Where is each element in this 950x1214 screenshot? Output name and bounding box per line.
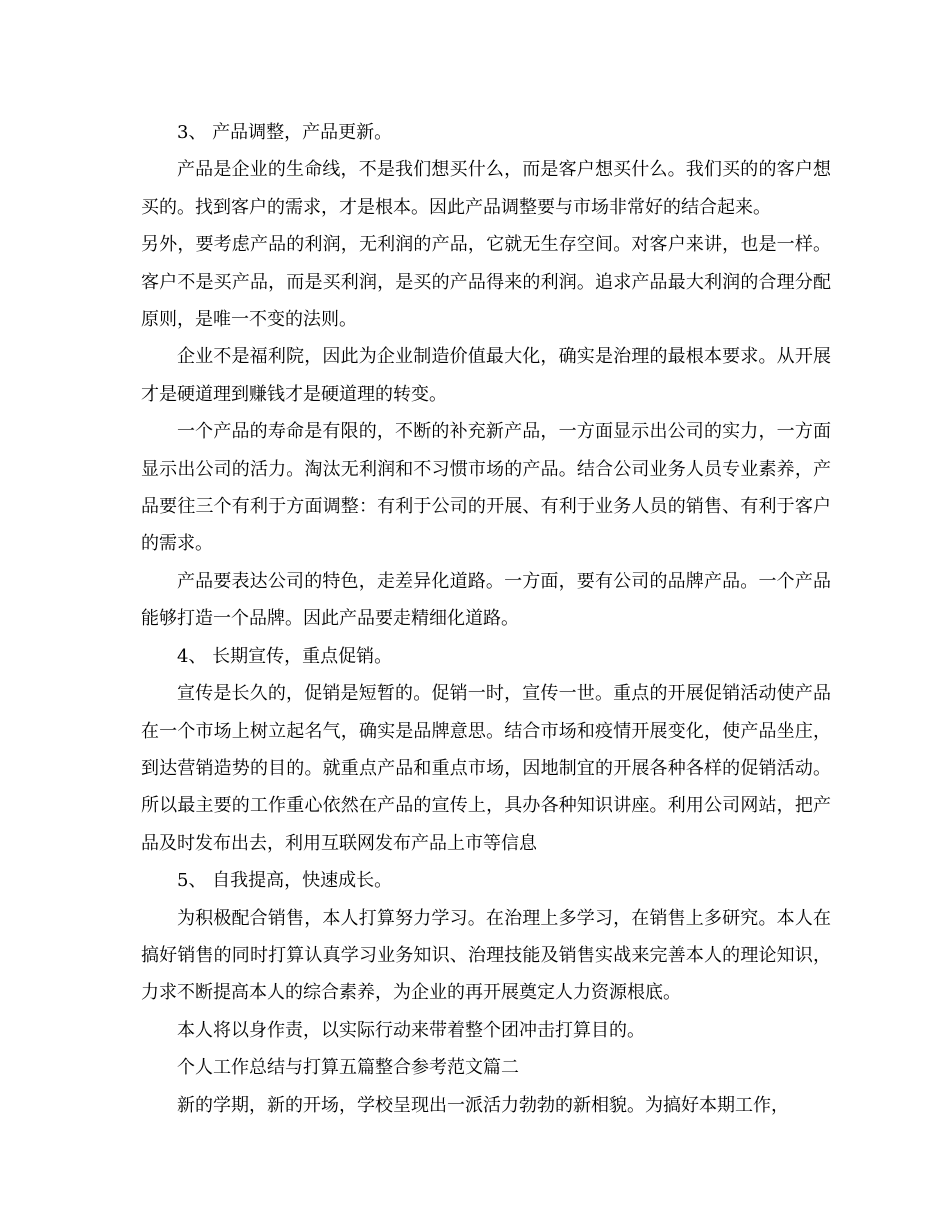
paragraph: 产品是企业的生命线，不是我们想买什么，而是客户想买什么。我们买的的客户想买的。找到客户的需求，才是根本。因此产品调整要与市场非常好的结合起来。: [141, 159, 831, 218]
paragraph: 为积极配合销售，本人打算努力学习。在治理上多学习，在销售上多研究。本人在搞好销售的同时打算认真学习业务知识、治理技能及销售实战来完善本人的理论知识，力求不断提高本人的综合素养，为企业的再开展奠定人力资源根底。: [141, 907, 831, 1004]
paragraph: 新的学期，新的开场，学校呈现出一派活力勃勃的新相貌。为搞好本期工作，: [177, 1094, 789, 1116]
document-body: [141, 114, 831, 1124]
paragraph: 宣传是长久的，促销是短暂的。促销一时，宣传一世。重点的开展促销活动使产品在一个市场上树立起名气，确实是品牌意思。结合市场和疫情开展变化，使产品坐庄，到达营销造势的目的。就重点产品和重点市场，因地制宜的开展各种各样的促销活动。所以最主要的工作重心依然在产品的宣传上，具办各种知识讲座。利用公司网站，把产品及时发布出去，利用互联网发布产品上市等信息: [141, 683, 831, 854]
paragraph: 一个产品的寿命是有限的，不断的补充新产品，一方面显示出公司的实力，一方面显示出公司的活力。淘汰无利润和不习惯市场的产品。结合公司业务人员专业素养，产品要往三个有利于方面调整：有利于公司的开展、有利于业务人员的销售、有利于客户的需求。: [141, 421, 831, 555]
paragraph: 另外，要考虑产品的利润，无利润的产品，它就无生存空间。对客户来讲，也是一样。客户不是买产品，而是买利润，是买的产品得来的利润。追求产品最大利润的合理分配原则，是唯一不变的法则。: [141, 234, 831, 331]
section-heading-3: 3、 产品调整，产品更新。: [177, 122, 393, 143]
paragraph: 本人将以身作责，以实际行动来带着整个团冲击打算目的。: [177, 1019, 645, 1041]
section-heading-5: 5、 自我提高，快速成长。: [177, 870, 393, 892]
article-title: 个人工作总结与打算五篇整合参考范文篇二: [177, 1057, 519, 1079]
paragraph: 企业不是福利院，因此为企业制造价值最大化，确实是治理的最根本要求。从开展才是硬道理到赚钱才是硬道理的转变。: [141, 346, 831, 405]
paragraph: 产品要表达公司的特色，走差异化道路。一方面，要有公司的品牌产品。一个产品能够打造一个品牌。因此产品要走精细化道路。: [141, 570, 831, 630]
section-heading-4: 4、 长期宣传，重点促销。: [177, 645, 393, 667]
